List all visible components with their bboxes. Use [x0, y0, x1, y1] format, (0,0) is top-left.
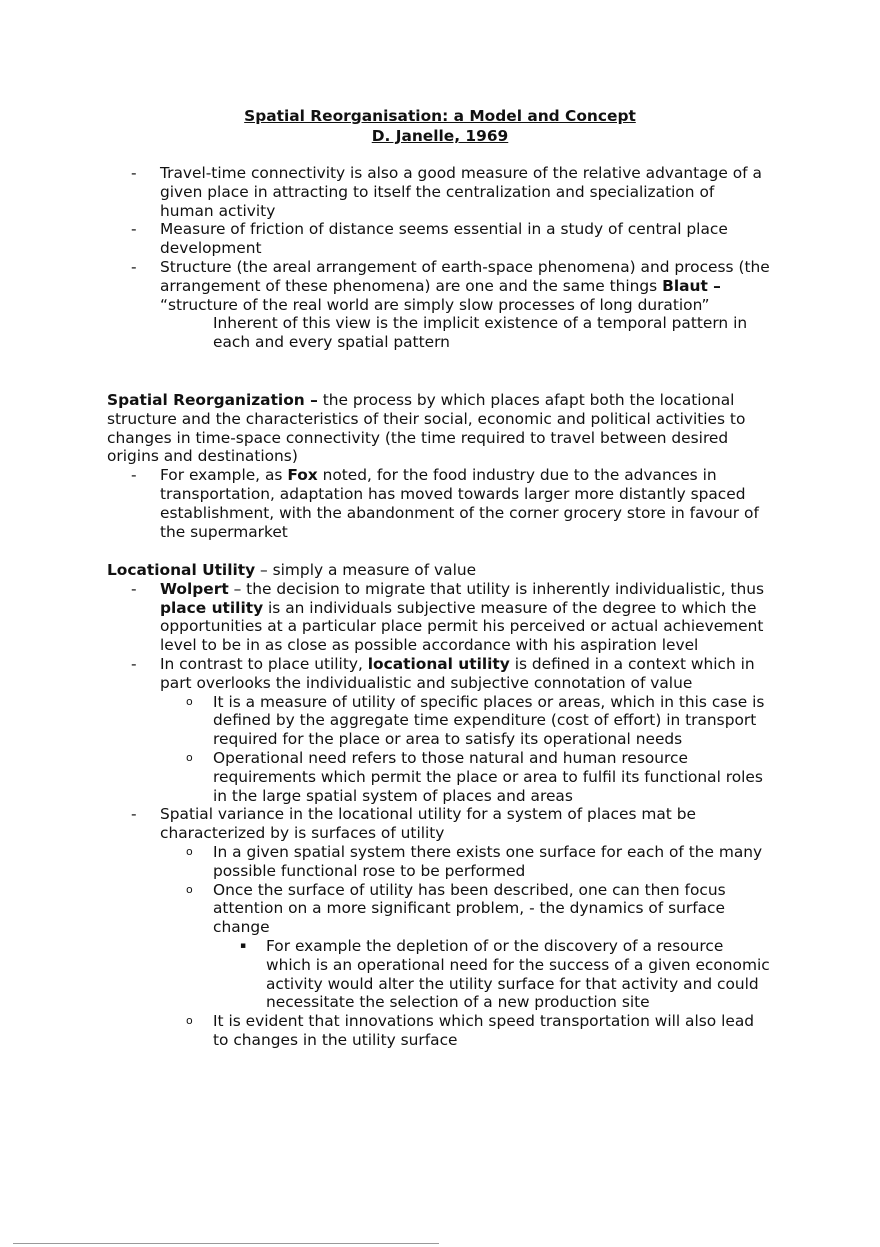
- list-item: [0, 655, 772, 693]
- list-item-text: is defined in a context which in part overlooks the individualistic and subjective connotation of value: [160, 654, 755, 692]
- dash-bullet: -: [131, 466, 137, 485]
- sub-sub-list-item: [0, 937, 772, 1012]
- blaut-quote: “structure of the real world are simply slow processes of long duration”: [160, 295, 710, 314]
- dash-bullet: -: [131, 805, 137, 824]
- section-travel-time: [0, 164, 880, 352]
- circle-bullet: o: [186, 694, 193, 708]
- definition-text: the process by which places afapt both the locational structure and the characteristics of their social, economic and political activities to changes in time-space connectivity (the time required to travel between desired origins and destinations): [107, 391, 746, 466]
- title-author-line: D. Janelle, 1969: [371, 127, 509, 145]
- circle-bullet: o: [186, 844, 193, 858]
- sub-list-item: [0, 1012, 773, 1050]
- wolpert-name: Wolpert: [160, 579, 229, 598]
- list-item-text: – the decision to migrate that utility is inherently individualistic, thus: [228, 579, 765, 598]
- circle-bullet: o: [186, 882, 193, 896]
- list-item-text: is an individuals subjective measure of the degree to which the opportunities at a particular place permit his perceived or actual achievement level to be in as close as possible accordance with his aspiration level: [160, 598, 764, 655]
- definition-paragraph: [0, 391, 772, 466]
- section-spatial-reorganization: [0, 391, 880, 541]
- list-item: [0, 466, 772, 541]
- dash-bullet: -: [131, 164, 137, 182]
- circle-bullet: o: [186, 750, 193, 764]
- sub-list-item-text: It is evident that innovations which speed transportation will also lead to changes in the utility surface: [213, 1012, 755, 1049]
- term-spatial-reorganization: Spatial Reorganization –: [107, 391, 318, 409]
- list-item-text: Measure of friction of distance seems essential in a study of central place development: [160, 220, 728, 258]
- dash-bullet: -: [131, 579, 137, 598]
- list-item: [0, 258, 772, 314]
- term-locational-utility-inline: locational utility: [367, 654, 510, 673]
- square-bullet: ▪: [240, 940, 247, 951]
- definition-paragraph: [0, 561, 772, 580]
- sub-list-item: [0, 749, 773, 805]
- sub-list-item-text: In a given spatial system there exists one surface for each of the many possible functional rose to be performed: [213, 842, 763, 880]
- title-line: Spatial Reorganisation: a Model and Concept: [244, 107, 636, 125]
- dash-bullet: -: [131, 654, 137, 673]
- list-item-text: In contrast to place utility,: [160, 654, 368, 673]
- sub-list-item: [0, 881, 773, 937]
- inherent-note: Inherent of this view is the implicit existence of a temporal pattern in each and every spatial pattern: [213, 314, 748, 352]
- sub-sub-list-item-text: For example the depletion of or the discovery of a resource which is an operational need for the success of a given economic activity would alter the utility surface for that activity and could necessitate the selection of a new production site: [266, 936, 770, 1012]
- section-locational-utility: [0, 561, 880, 1050]
- list-item: [0, 580, 772, 655]
- dash-bullet: -: [131, 220, 137, 239]
- term-locational-utility: Locational Utility: [107, 561, 256, 579]
- dash-bullet: -: [131, 257, 137, 276]
- fox-name: Fox: [287, 466, 318, 485]
- list-item-text: Spatial variance in the locational utility for a system of places mat be characterized by is surfaces of utility: [160, 805, 696, 843]
- list-item: [0, 164, 772, 220]
- sub-list-item: [0, 843, 773, 881]
- sub-list-item: [0, 693, 773, 749]
- circle-bullet: o: [186, 1014, 193, 1028]
- list-item-text: Structure (the areal arrangement of earth-space phenomena) and process (the arrangement of these phenomena) are one and the same things: [160, 257, 770, 295]
- footer-divider: [13, 1243, 439, 1244]
- list-item-text: noted, for the food industry due to the advances in transportation, adaptation has moved towards larger more distantly spaced establishment, with the abandonment of the corner grocery store in favour of the supermarket: [160, 466, 759, 541]
- list-item: [0, 220, 772, 258]
- sub-list-item-text: It is a measure of utility of specific places or areas, which in this case is defined by the aggregate time expenditure (cost of effort) in transport required for the place or area to satisfy its operational needs: [213, 692, 765, 749]
- list-item: [0, 805, 772, 843]
- definition-text: – simply a measure of value: [255, 561, 477, 579]
- sub-list-item-text: Once the surface of utility has been described, one can then focus attention on a more significant problem, - the dynamics of surface change: [213, 880, 726, 937]
- blaut-name: Blaut –: [662, 276, 721, 295]
- list-item-text: For example, as: [160, 466, 288, 485]
- list-item-text: Travel-time connectivity is also a good measure of the relative advantage of a given place in attracting to itself the centralization and specialization of human activity: [160, 164, 762, 220]
- sub-list-item-text: Operational need refers to those natural and human resource requirements which permit the place or area to fulfil its functional roles in the large spatial system of places and areas: [213, 748, 763, 805]
- term-place-utility: place utility: [160, 598, 264, 617]
- document-title: [0, 106, 880, 146]
